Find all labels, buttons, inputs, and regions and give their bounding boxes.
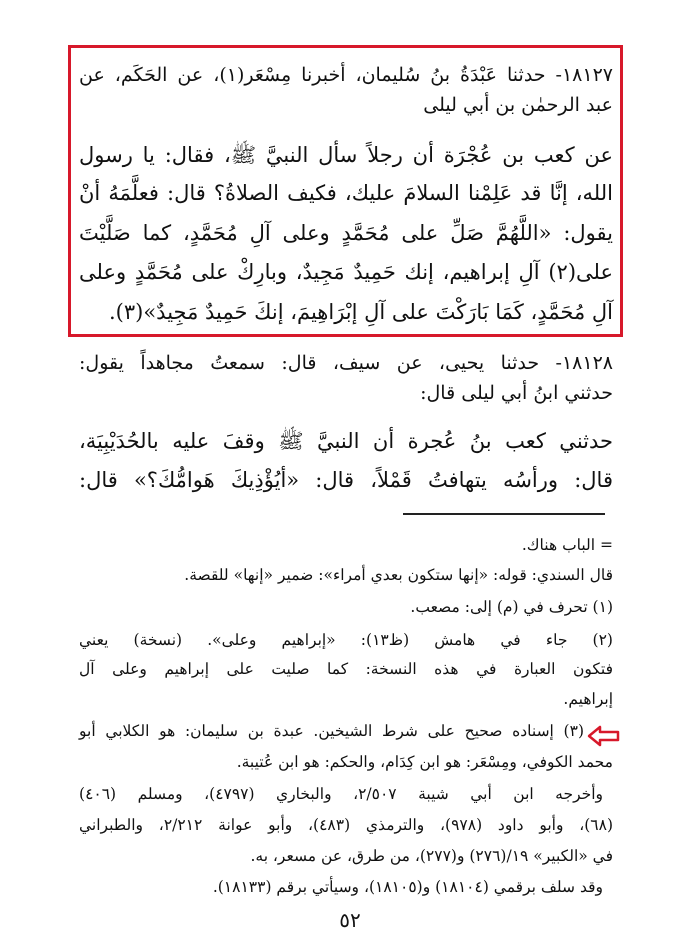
footnote-line-12: وقد سلف برقمي (١٨١٠٤) و(١٨١٠٥)، وسيأتي برقم (١٨١٣٣). — [212, 878, 603, 896]
hadith-18128-line-2: حدثني ابنُ أبي ليلى قال: — [420, 382, 613, 404]
hadith-18128-line-3: حدثني كعب بنُ عُجرة أن النبيَّ ﷺ وقفَ عليه بالحُدَيْبِيَة، — [79, 429, 613, 453]
hadith-18127-line-3: عن كعب بن عُجْرَة أن رجلاً سأل النبيَّ ﷺ، فقال: يا رسول — [79, 143, 613, 167]
footnote-line-11: في «الكبير» ١٩/(٢٧٦) و(٢٧٧)، من طرق، عن مسعر، به. — [250, 847, 613, 865]
footnote-line-7: (٣) إسناده صحيح على شرط الشيخين. عبدة بن سليمان: هو الكلابي أبو — [79, 722, 584, 740]
hadith-18127-line-1: ١٨١٢٧- حدثنا عَبْدَةُ بنُ سُليمان، أخبرنا مِسْعَر(١)، عن الحَكَم، عن — [79, 64, 613, 86]
footnote-line-5: فتكون العبارة في هذه النسخة: كما صليت على إبراهيم وعلى آل — [79, 660, 613, 678]
footnote-line-1: = الباب هناك. — [521, 536, 613, 554]
footnote-line-6: إبراهيم. — [563, 690, 613, 708]
footnote-line-4: (٢) جاء في هامش (ظ١٣): «إبراهيم وعلى». (نسخة) يعني — [79, 631, 613, 649]
hadith-18128-line-4: قال: ورأسُه يتهافتُ قَمْلاً، قال: «أيُؤْذِيكَ هَوامُّكَ؟» قال: — [79, 468, 613, 492]
footnote-line-8: محمد الكوفي، ومِسْعَر: هو ابن كِدَام، والحكم: هو ابن عُتيبة. — [236, 753, 613, 771]
hadith-18127-line-4: الله، إنَّا قد عَلِمْنا السلامَ عليك، فكيف الصلاةُ؟ قال: فعلَّمَهُ أنْ — [79, 181, 613, 205]
hadith-18127-line-5: يقول: «اللَّهُمَّ صَلِّ على مُحَمَّدٍ وعلى آلِ مُحَمَّدٍ، كما صَلَّيْتَ — [79, 221, 613, 245]
footnote-line-2: قال السندي: قوله: «إنها ستكون بعدي أمراء»: ضمير «إنها» للقصة. — [184, 566, 613, 584]
footnote-separator — [403, 513, 605, 515]
footnote-line-3: (١) تحرف في (م) إلى: مصعب. — [410, 598, 613, 616]
left-pointing-arrow-icon — [587, 725, 621, 747]
hadith-18127-line-6: على(٢) آلِ إبراهيم، إنك حَمِيدٌ مَجِيدٌ، وبارِكْ على مُحَمَّدٍ وعلى — [79, 260, 613, 284]
footnote-line-10: (٦٨)، وأبو داود (٩٧٨)، والترمذي (٤٨٣)، وأبو عوانة ٢/٢١٢، والطبراني — [79, 816, 613, 834]
hadith-18127-line-2: عبد الرحمٰن بن أبي ليلى — [423, 94, 613, 116]
hadith-18127-line-7: آلِ مُحَمَّدٍ، كَمَا بَارَكْتَ على آلِ إبْرَاهِيمَ، إنكَ حَمِيدٌ مَجِيدٌ»(٣). — [108, 300, 613, 324]
page-number: ٥٢ — [339, 908, 361, 932]
footnote-line-9: وأخرجه ابن أبي شيبة ٢/٥٠٧، والبخاري (٤٧٩٧)، ومسلم (٤٠٦) — [79, 785, 603, 803]
hadith-18128-line-1: ١٨١٢٨- حدثنا يحيى، عن سيف، قال: سمعتُ مجاهداً يقول: — [79, 352, 613, 374]
